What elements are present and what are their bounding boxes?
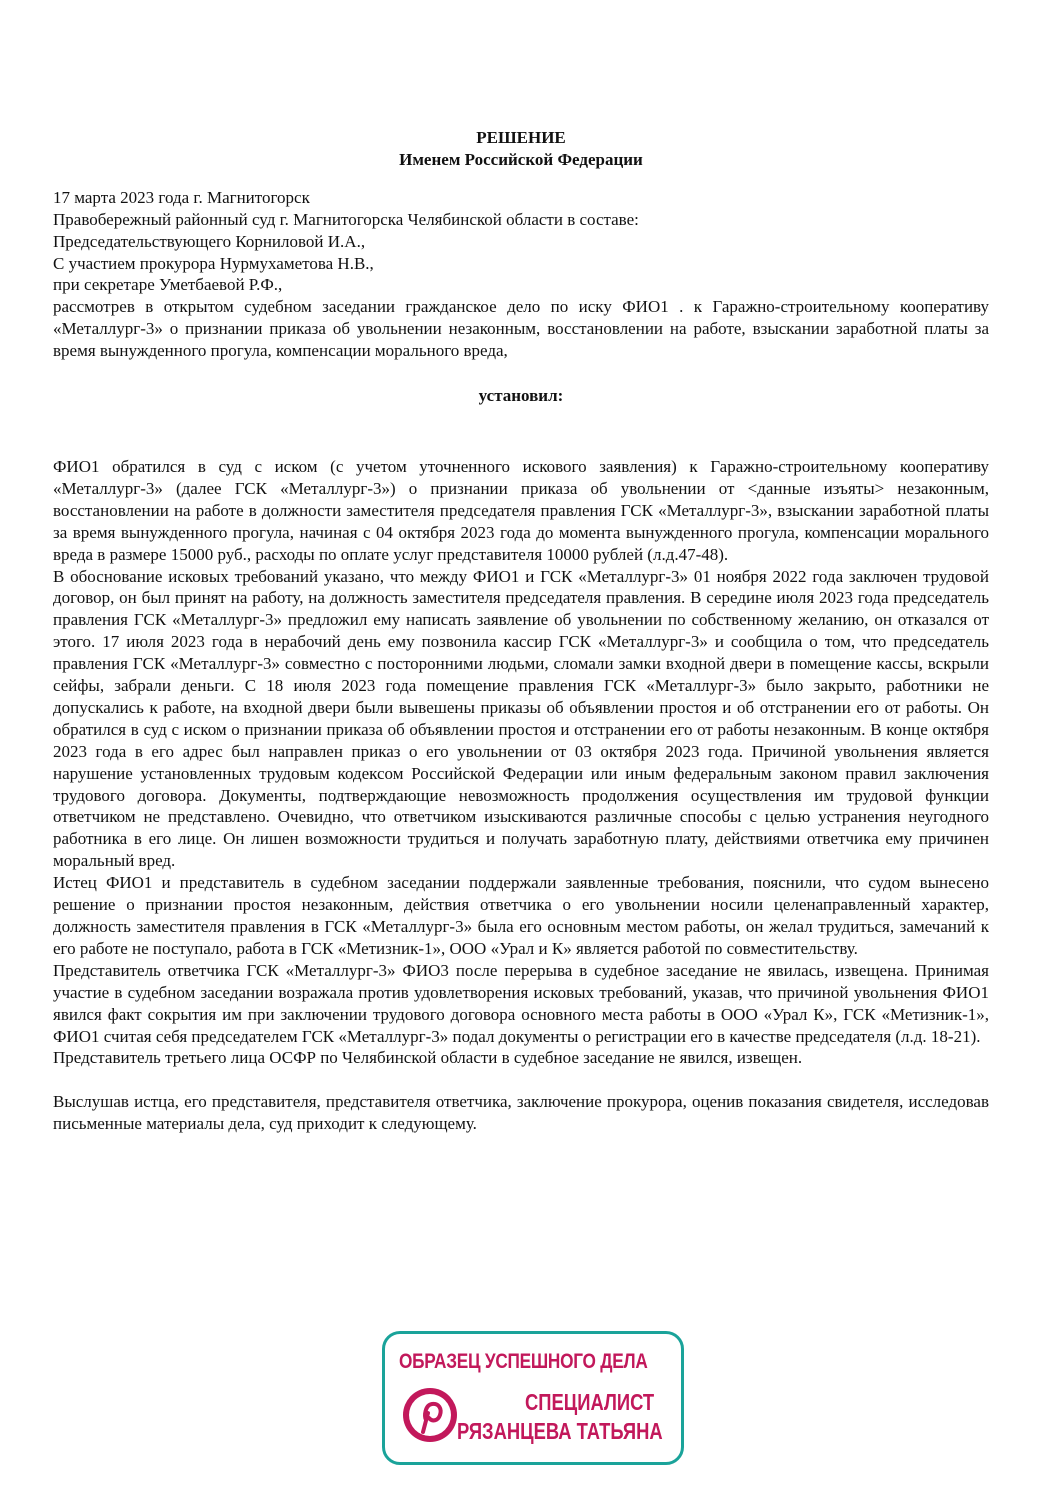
paragraph-plaintiff-position: Истец ФИО1 и представитель в судебном заседании поддержали заявленные требования, пояснили, что судом вынесено решение о признании простоя незаконным, действия ответчика о его увольнении носили целенаправленный характер, должность заместителя правления в ГСК «Металлург-3» была его основным местом работы, он желал трудиться, замечаний к его работе не поступало, работа в ГСК «Метизник-1», ООО «Урал и К» является работой по совместительству. bbox=[53, 873, 989, 958]
stamp-line-name: РЯЗАНЦЕВА ТАТЬЯНА bbox=[457, 1418, 663, 1444]
presiding-judge-line: Председательствующего Корниловой И.А., bbox=[53, 231, 366, 251]
established-heading: установил: bbox=[478, 386, 564, 406]
paragraph-gap bbox=[53, 1069, 989, 1091]
pinterest-icon bbox=[401, 1386, 459, 1444]
paragraph-grounds: В обоснование исковых требований указано, что между ФИО1 и ГСК «Металлург-3» 01 ноября 2022 года заключен трудовой договор, он был принят на работу, на должность заместителя председателя правления. В середине июля 2023 года председатель правления ГСК «Металлург-3» предложил ему написать заявление об увольнении по собственному желанию, он отказался от этого. 17 июля 2023 года в нерабочий день ему позвонила кассир ГСК «Металлург-3» и сообщила о том, что председатель правления ГСК «Металлург-3» совместно с посторонними людьми, сломали замки входной двери в помещение кассы, вскрыли сейфы, забрали деньги. С 18 июля 2023 года помещение правления ГСК «Металлург-3» было закрыто, работники не допускались к работе, на входной двери были вывешены приказы об объявлении простоя и об отстранении его от работы. Он обратился в суд с иском о признании приказа об объявлении простоя и отстранении его от работы незаконным. В конце октября 2023 года в его адрес был направлен приказ о его увольнении от 03 октября 2023 года. Причиной увольнения является нарушение установленных трудовым кодексом Российской Федерации или иным федеральным законом правил заключения трудового договора. Документы, подтверждающие невозможность продолжения осуществления им трудовой функции ответчиком не представлено. Очевидно, что ответчиком изыскиваются различные способы с целью устранения неугодного работника в его лице. Он лишен возможности трудиться и получать заработную плату, действиями ответчика ему причинен моральный вред. bbox=[53, 566, 989, 871]
paragraph-conclusion: Выслушав истца, его представителя, представителя ответчика, заключение прокурора, оценив показания свидетеля, исследовав письменные материалы дела, суд приходит к следующему. bbox=[53, 1092, 989, 1134]
watermark-stamp bbox=[382, 1331, 684, 1465]
document-subtitle: Именем Российской Федерации bbox=[399, 149, 643, 169]
document-title: РЕШЕНИЕ bbox=[476, 128, 566, 147]
paragraph-defendant-position: Представитель ответчика ГСК «Металлург-3» ФИО3 после перерыва в судебное заседание не явилась, извещена. Принимая участие в судебном заседании возражала против удовлетворения исковых требований, указав, что причиной увольнения ФИО1 явился факт сокрытия им при заключении трудового договора основного места работы в ООО «Урал К», ГСК «Метизник-1», ФИО1 считая себя председателем ГСК «Металлург-3» подал документы о регистрации его в качестве председателя (л.д. 18-21). bbox=[53, 960, 989, 1046]
case-considering-paragraph: рассмотрев в открытом судебном заседании гражданское дело по иску ФИО1 . к Гаражно-строительному кооперативу «Металлург-3» о признании приказа об увольнении незаконным, восстановлении на работе, взыскании заработной платы за время вынужденного прогула, компенсации морального вреда, bbox=[53, 297, 989, 361]
court-decision bbox=[53, 127, 989, 1135]
date-place-line: 17 марта 2023 года г. Магнитогорск bbox=[53, 187, 310, 207]
prosecutor-line: С участием прокурора Нурмухаметова Н.В., bbox=[53, 253, 374, 273]
paragraph-claim: ФИО1 обратился в суд с иском (с учетом уточненного искового заявления) к Гаражно-строительному кооперативу «Металлург-3» (далее ГСК «Металлург-3») о признании приказа об увольнении от <данные изъяты> незаконным, восстановлении на работе в должности заместителя председателя правления ГСК «Металлург-3», взыскании заработной платы за время вынужденного прогула, начиная с 04 октября 2023 года до момента вынужденного прогула, компенсации морального вреда в размере 15000 руб., расходы по оплате услуг представителя 10000 рублей (л.д.47-48). bbox=[53, 456, 989, 564]
stamp-line-specialist: СПЕЦИАЛИСТ bbox=[525, 1389, 655, 1415]
stamp-line-sample: ОБРАЗЕЦ УСПЕШНОГО ДЕЛА bbox=[399, 1350, 648, 1373]
secretary-line: при секретаре Уметбаевой Р.Ф., bbox=[53, 275, 283, 295]
court-name-line: Правобережный районный суд г. Магнитогорска Челябинской области в составе: bbox=[53, 209, 639, 229]
paragraph-third-party: Представитель третьего лица ОСФР по Челябинской области в судебное заседание не явился, извещен. bbox=[53, 1048, 803, 1068]
